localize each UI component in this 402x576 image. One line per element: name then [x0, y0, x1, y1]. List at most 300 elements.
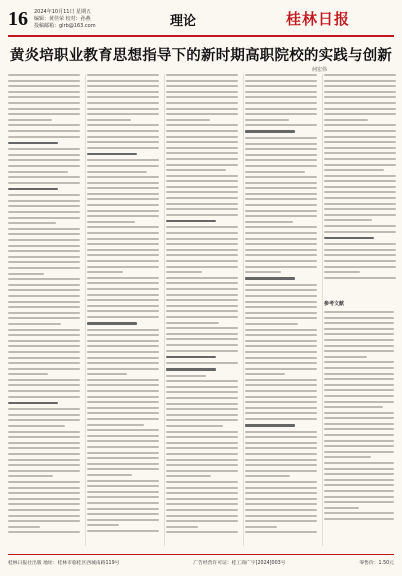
text-line — [245, 74, 317, 76]
text-line — [245, 91, 317, 93]
text-line — [87, 368, 159, 370]
text-line — [166, 191, 238, 193]
text-line — [8, 340, 80, 342]
text-line — [245, 396, 317, 398]
text-line — [324, 484, 394, 486]
text-line — [245, 515, 317, 517]
text-line — [87, 91, 159, 93]
text-line — [166, 96, 238, 98]
text-line — [245, 362, 317, 364]
text-line — [166, 470, 238, 472]
text-line — [245, 464, 317, 466]
text-line — [8, 205, 80, 207]
text-line — [245, 407, 317, 409]
text-line — [8, 425, 65, 427]
text-line — [245, 340, 317, 342]
text-line — [166, 503, 238, 505]
text-line — [324, 231, 396, 233]
text-line — [166, 481, 238, 483]
text-line — [324, 85, 396, 87]
text-line — [324, 423, 394, 425]
text-line — [166, 175, 238, 177]
text-line — [87, 288, 159, 290]
text-line — [245, 334, 317, 336]
text-line — [245, 492, 317, 494]
text-line — [245, 481, 317, 483]
text-line — [324, 456, 371, 458]
text-line — [8, 464, 80, 466]
text-line — [324, 80, 396, 82]
text-line — [8, 301, 80, 303]
text-line — [324, 462, 394, 464]
text-line — [245, 368, 317, 370]
text-line — [166, 531, 238, 533]
subheading-line — [8, 142, 58, 145]
text-line — [166, 288, 238, 290]
text-line — [87, 435, 159, 437]
references-list — [324, 311, 394, 520]
text-line — [166, 492, 238, 494]
text-line — [8, 362, 80, 364]
text-line — [166, 391, 238, 393]
text-line — [324, 158, 396, 160]
text-line — [8, 323, 61, 325]
text-line — [324, 328, 394, 330]
text-line — [324, 225, 396, 227]
text-line — [324, 175, 396, 177]
text-line — [166, 238, 238, 240]
text-line — [324, 214, 396, 216]
text-line — [166, 180, 238, 182]
text-line — [245, 498, 317, 500]
text-line — [245, 526, 277, 528]
text-line — [166, 102, 238, 104]
text-line — [87, 491, 159, 493]
text-line — [8, 459, 80, 461]
text-line — [8, 487, 80, 489]
text-line — [166, 226, 238, 228]
text-line — [324, 243, 396, 245]
text-line — [87, 85, 159, 87]
text-line — [166, 316, 238, 318]
text-line — [166, 136, 238, 138]
text-line — [324, 311, 394, 313]
text-line — [166, 498, 238, 500]
text-line — [87, 113, 159, 115]
text-line — [324, 74, 396, 76]
text-line — [87, 299, 159, 301]
text-line — [87, 271, 123, 273]
text-line — [87, 412, 159, 414]
text-line — [324, 119, 368, 121]
text-line — [8, 176, 80, 178]
issue-date: 2024年10月11日 星期五 — [34, 9, 92, 15]
text-line — [87, 147, 159, 149]
text-line — [8, 119, 52, 121]
text-line — [324, 113, 396, 115]
text-line — [87, 429, 159, 431]
text-line — [245, 210, 317, 212]
text-line — [87, 294, 159, 296]
text-line — [8, 334, 80, 336]
text-line — [8, 470, 80, 472]
text-line — [245, 249, 317, 251]
text-line — [245, 531, 317, 533]
text-line — [245, 329, 317, 331]
text-line — [245, 171, 305, 173]
text-line — [87, 74, 159, 76]
text-line — [245, 509, 317, 511]
text-line — [245, 412, 317, 414]
text-line — [166, 299, 238, 301]
text-line — [87, 424, 144, 426]
text-line — [8, 96, 80, 98]
text-line — [166, 459, 238, 461]
header-rule — [8, 35, 394, 37]
text-line — [166, 526, 198, 528]
text-line — [245, 442, 317, 444]
footer-license: 广告经营许可证：桂工商广字[2024]003号 — [193, 561, 286, 566]
text-line — [87, 334, 159, 336]
text-line — [87, 373, 127, 375]
text-line — [324, 180, 396, 182]
text-line — [8, 148, 80, 150]
text-line — [245, 143, 317, 145]
text-line — [245, 475, 290, 477]
text-line — [8, 171, 68, 173]
text-line — [87, 345, 159, 347]
article-author: 何宏伟 — [312, 67, 328, 73]
text-line — [87, 176, 159, 178]
text-line — [87, 502, 159, 504]
references-title: 参考文献 — [324, 301, 345, 307]
text-column-1 — [8, 74, 80, 546]
text-line — [166, 447, 238, 449]
text-line — [245, 351, 317, 353]
text-line — [166, 203, 238, 205]
text-line — [324, 219, 372, 221]
text-line — [324, 249, 396, 251]
text-line — [324, 406, 383, 408]
text-line — [166, 243, 238, 245]
text-line — [87, 260, 159, 262]
text-line — [166, 403, 238, 405]
text-line — [8, 250, 80, 252]
text-line — [245, 80, 317, 82]
text-line — [245, 418, 317, 420]
text-line — [324, 186, 396, 188]
text-line — [8, 108, 80, 110]
text-line — [87, 221, 135, 223]
text-line — [166, 214, 238, 216]
text-line — [324, 389, 394, 391]
text-line — [166, 487, 238, 489]
text-line — [166, 475, 211, 477]
text-line — [87, 136, 159, 138]
page-number: 16 — [8, 8, 28, 30]
text-line — [245, 226, 317, 228]
text-line — [8, 245, 80, 247]
text-line — [166, 431, 238, 433]
text-line — [166, 130, 238, 132]
text-line — [87, 357, 159, 359]
text-line — [166, 91, 238, 93]
issue-editors: 编辑：黄佳荣 校对：孙燕 — [34, 16, 91, 22]
text-line — [8, 85, 80, 87]
text-line — [245, 503, 317, 505]
text-line — [245, 284, 317, 286]
text-line — [8, 442, 80, 444]
text-line — [8, 289, 80, 291]
text-line — [245, 271, 281, 273]
text-line — [324, 141, 396, 143]
text-line — [87, 232, 159, 234]
text-line — [245, 317, 317, 319]
text-line — [324, 130, 396, 132]
column-divider — [322, 74, 323, 546]
text-column-3 — [166, 74, 238, 546]
text-line — [166, 520, 238, 522]
text-line — [8, 124, 80, 126]
text-line — [324, 473, 394, 475]
text-line — [324, 136, 396, 138]
text-line — [87, 226, 159, 228]
text-line — [324, 124, 396, 126]
text-line — [245, 470, 317, 472]
text-line — [166, 85, 238, 87]
text-line — [87, 187, 159, 189]
text-line — [8, 481, 80, 483]
text-line — [87, 396, 159, 398]
text-line — [166, 197, 238, 199]
text-line — [324, 361, 394, 363]
text-line — [8, 526, 40, 528]
text-line — [245, 198, 317, 200]
text-line — [245, 243, 317, 245]
text-line — [166, 419, 238, 421]
text-line — [245, 312, 317, 314]
text-line — [87, 249, 159, 251]
text-line — [324, 108, 396, 110]
text-line — [87, 124, 159, 126]
newspaper-logo: 桂林日报 — [286, 10, 351, 28]
text-line — [8, 515, 80, 517]
text-line — [87, 277, 159, 279]
text-line — [87, 119, 131, 121]
text-line — [324, 317, 394, 319]
text-line — [87, 468, 159, 470]
text-line — [8, 408, 80, 410]
text-line — [245, 487, 317, 489]
text-line — [87, 182, 159, 184]
text-line — [87, 243, 159, 245]
text-line — [87, 379, 159, 381]
text-line — [87, 254, 159, 256]
text-line — [8, 273, 44, 275]
text-line — [87, 407, 159, 409]
column-divider — [85, 74, 86, 546]
text-line — [324, 271, 360, 273]
section-title: 理论 — [170, 14, 197, 29]
text-line — [8, 80, 80, 82]
text-line — [87, 440, 159, 442]
text-line — [166, 322, 219, 324]
text-line — [166, 80, 238, 82]
text-line — [245, 345, 317, 347]
references-block — [324, 300, 394, 524]
text-line — [166, 169, 226, 171]
text-line — [8, 447, 80, 449]
text-line — [166, 515, 238, 517]
text-line — [166, 108, 238, 110]
text-line — [87, 474, 132, 476]
text-line — [324, 266, 396, 268]
text-line — [245, 254, 317, 256]
column-divider — [243, 74, 244, 546]
text-line — [8, 396, 80, 398]
text-line — [8, 390, 80, 392]
text-line — [166, 442, 238, 444]
text-line — [324, 501, 394, 503]
text-line — [87, 310, 159, 312]
text-line — [245, 295, 317, 297]
text-line — [166, 119, 210, 121]
text-line — [8, 498, 80, 500]
text-column-5 — [324, 74, 396, 292]
text-line — [87, 159, 159, 161]
text-line — [245, 431, 317, 433]
text-line — [324, 507, 359, 509]
text-line — [245, 384, 317, 386]
text-line — [8, 136, 80, 138]
column-divider — [164, 74, 165, 546]
text-line — [8, 194, 80, 196]
text-line — [8, 217, 80, 219]
text-line — [87, 463, 159, 465]
text-line — [8, 414, 80, 416]
text-line — [324, 373, 394, 375]
text-line — [324, 356, 367, 358]
subheading-line — [87, 322, 137, 325]
text-line — [324, 428, 394, 430]
text-line — [245, 187, 317, 189]
text-line — [324, 91, 396, 93]
subheading-line — [8, 402, 58, 405]
text-line — [324, 254, 396, 256]
text-line — [87, 282, 159, 284]
text-line — [87, 193, 159, 195]
text-line — [87, 204, 159, 206]
text-line — [324, 479, 394, 481]
text-line — [245, 436, 317, 438]
text-line — [245, 85, 317, 87]
text-line — [166, 141, 238, 143]
text-line — [324, 339, 394, 341]
text-column-4 — [245, 74, 317, 546]
text-line — [8, 130, 80, 132]
page-header — [0, 0, 402, 38]
subheading-line — [245, 130, 295, 133]
text-line — [166, 436, 238, 438]
subheading-line — [8, 188, 58, 191]
text-line — [8, 317, 80, 319]
text-line — [8, 520, 80, 522]
text-line — [87, 519, 159, 521]
text-line — [166, 271, 202, 273]
text-line — [166, 158, 238, 160]
text-line — [87, 496, 159, 498]
text-line — [8, 312, 80, 314]
text-line — [8, 379, 80, 381]
text-line — [166, 152, 238, 154]
text-line — [8, 102, 80, 104]
text-line — [324, 401, 394, 403]
text-line — [324, 496, 394, 498]
footer-price: 零售价：1.50元 — [359, 561, 394, 566]
text-column-2 — [87, 74, 159, 546]
subheading-line — [166, 368, 216, 371]
text-line — [166, 380, 238, 382]
text-line — [87, 390, 159, 392]
text-line — [166, 333, 238, 335]
text-line — [166, 386, 238, 388]
text-line — [324, 451, 394, 453]
text-line — [8, 453, 80, 455]
text-line — [166, 186, 238, 188]
text-line — [87, 480, 159, 482]
text-line — [8, 261, 80, 263]
text-line — [245, 221, 293, 223]
text-line — [8, 233, 80, 235]
text-line — [166, 362, 238, 364]
text-line — [8, 284, 80, 286]
text-line — [324, 208, 396, 210]
text-line — [8, 531, 80, 533]
text-line — [245, 113, 317, 115]
text-line — [166, 453, 238, 455]
text-line — [245, 193, 317, 195]
text-line — [245, 520, 317, 522]
text-line — [8, 222, 56, 224]
text-line — [8, 165, 80, 167]
text-line — [166, 249, 238, 251]
text-line — [245, 289, 317, 291]
text-line — [87, 130, 159, 132]
text-line — [8, 436, 80, 438]
text-line — [166, 124, 238, 126]
text-line — [8, 475, 53, 477]
text-line — [324, 378, 394, 380]
text-line — [324, 412, 394, 414]
text-line — [8, 384, 80, 386]
text-line — [166, 232, 238, 234]
text-line — [8, 306, 80, 308]
text-line — [8, 295, 80, 297]
text-line — [324, 490, 394, 492]
text-line — [8, 154, 80, 156]
subheading-line — [166, 220, 216, 223]
subheading-line — [166, 356, 216, 359]
text-line — [87, 530, 159, 532]
footer-rule — [8, 554, 394, 555]
text-line — [245, 96, 317, 98]
article-title: 黄炎培职业教育思想指导下的新时期高职院校的实践与创新 — [9, 47, 393, 64]
text-line — [245, 148, 317, 150]
text-line — [87, 485, 159, 487]
text-line — [166, 260, 238, 262]
issue-meta — [34, 9, 96, 30]
text-line — [324, 152, 396, 154]
